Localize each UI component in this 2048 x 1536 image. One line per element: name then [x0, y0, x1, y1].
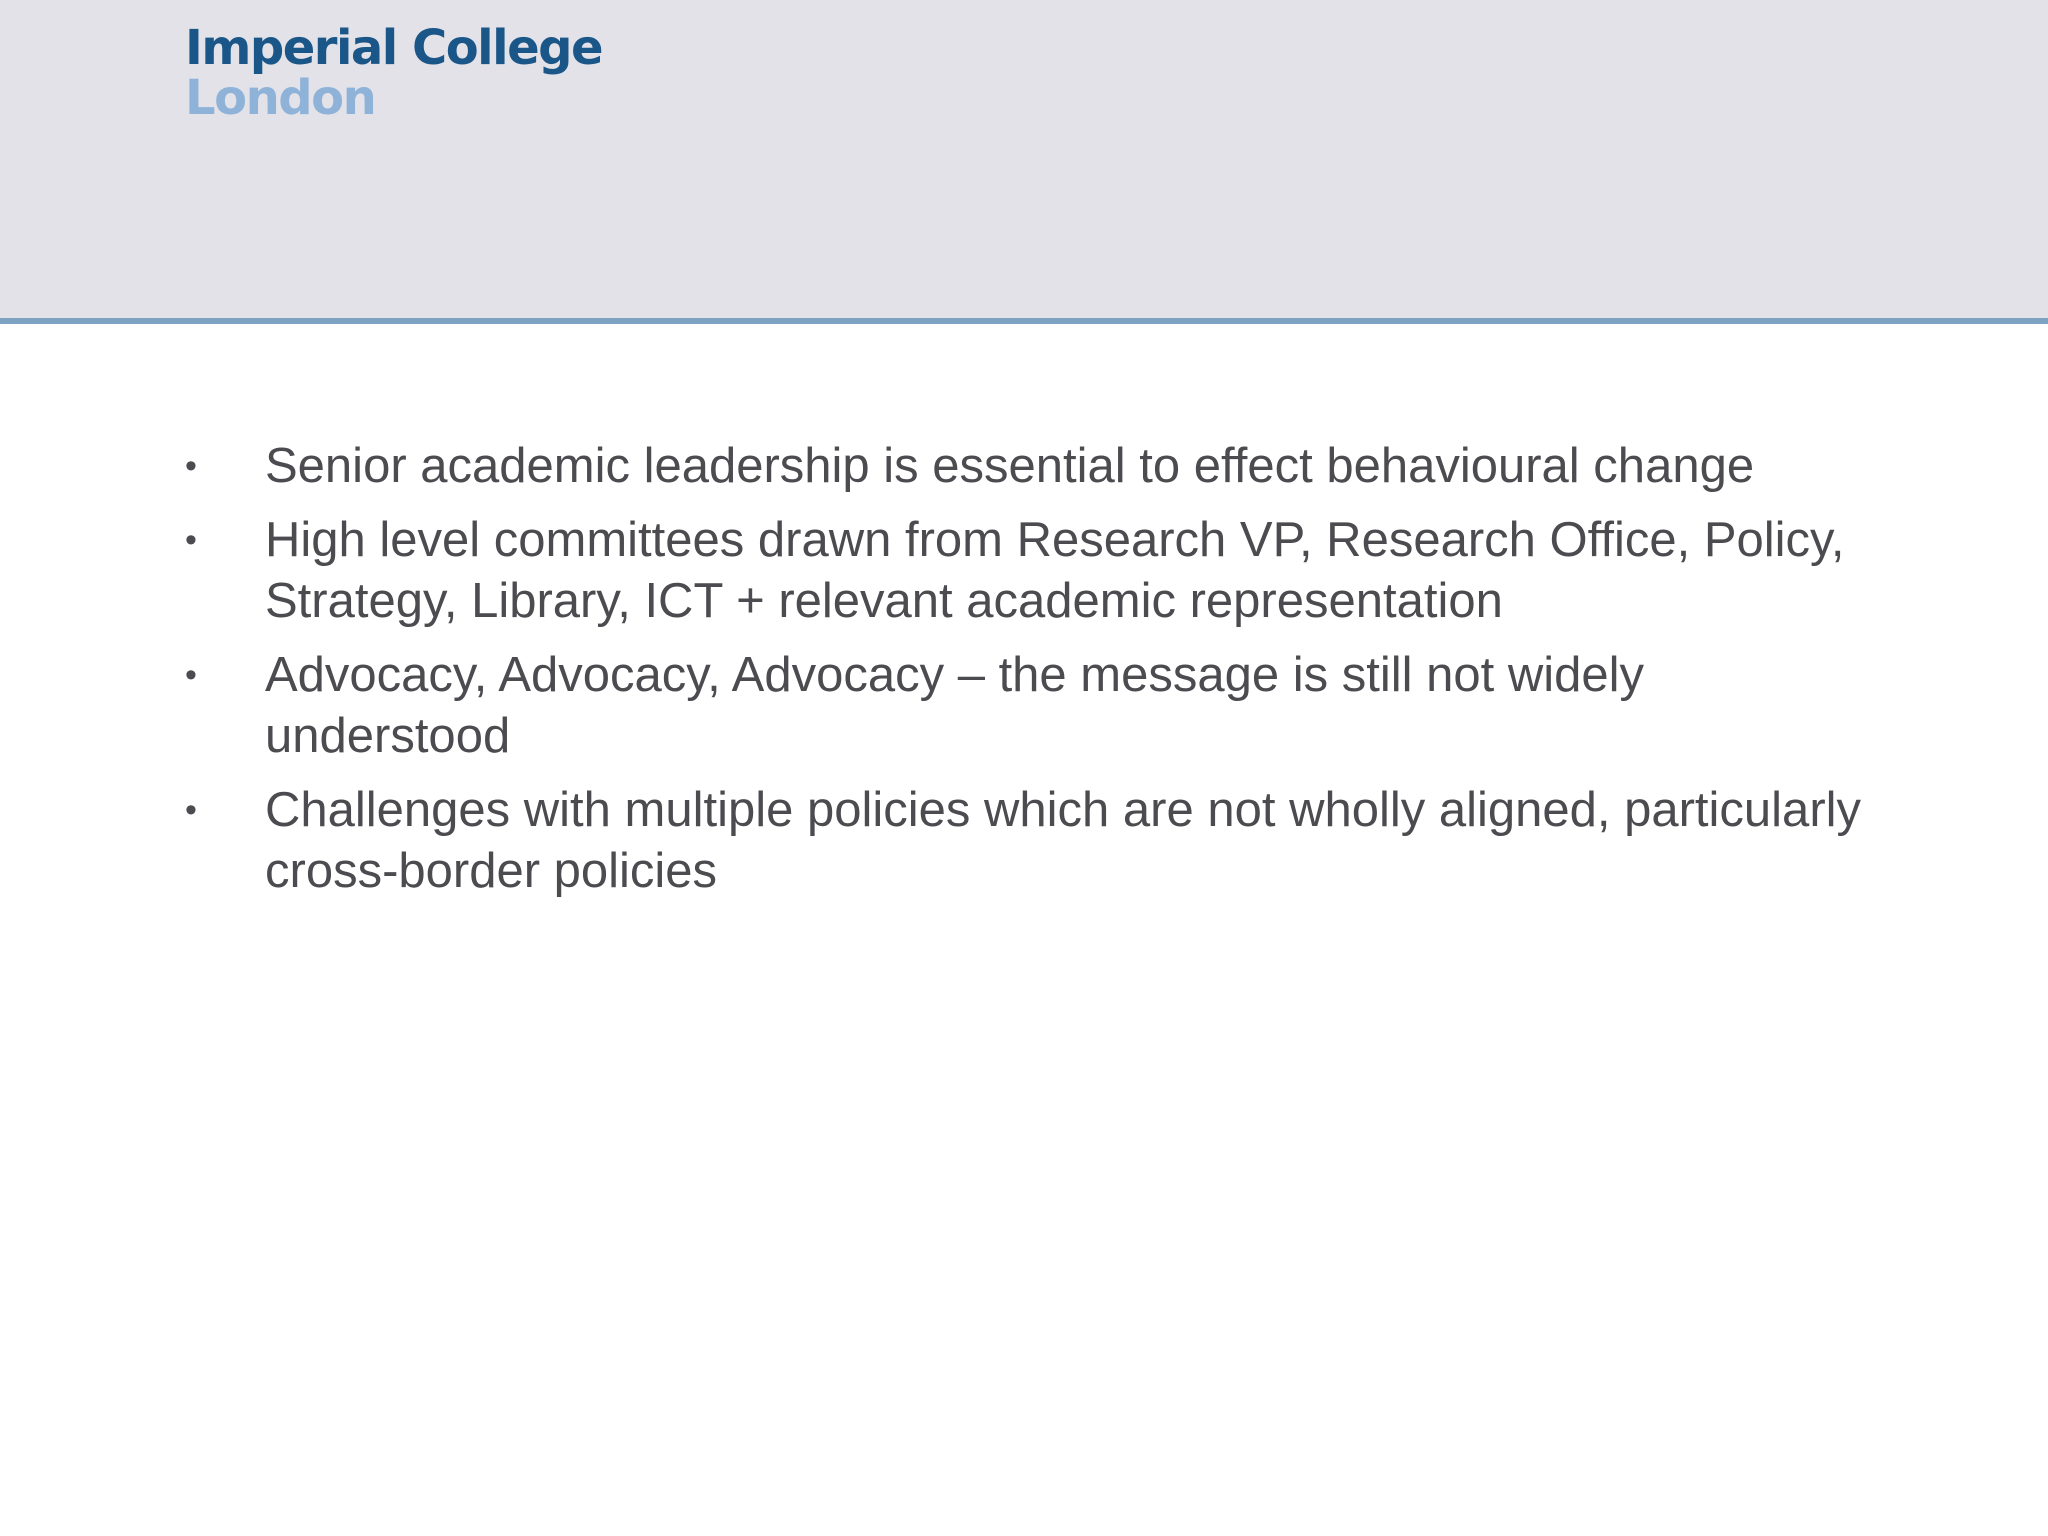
bullet-list	[185, 436, 1885, 915]
logo-line-1: Imperial College	[185, 20, 603, 76]
bullet-item	[185, 780, 1885, 902]
bullet-text: High level committees drawn from Research VP, Research Office, Policy, Strategy, Library, ICT + relevant academic representation	[265, 513, 1845, 628]
bullet-icon: •	[185, 447, 197, 485]
bullet-text: Senior academic leadership is essential to effect behavioural change	[265, 439, 1755, 493]
imperial-college-logo	[185, 20, 603, 126]
logo-line-2: London	[185, 70, 376, 126]
bullet-icon: •	[185, 656, 197, 694]
bullet-item	[185, 510, 1885, 632]
bullet-icon: •	[185, 791, 197, 829]
bullet-item	[185, 436, 1885, 497]
bullet-text: Challenges with multiple policies which are not wholly aligned, particularly cross-border policies	[265, 783, 1862, 898]
bullet-item	[185, 645, 1885, 767]
slide-header	[0, 0, 2048, 324]
bullet-icon: •	[185, 521, 197, 559]
bullet-text: Advocacy, Advocacy, Advocacy – the message is still not widely understood	[265, 648, 1645, 763]
